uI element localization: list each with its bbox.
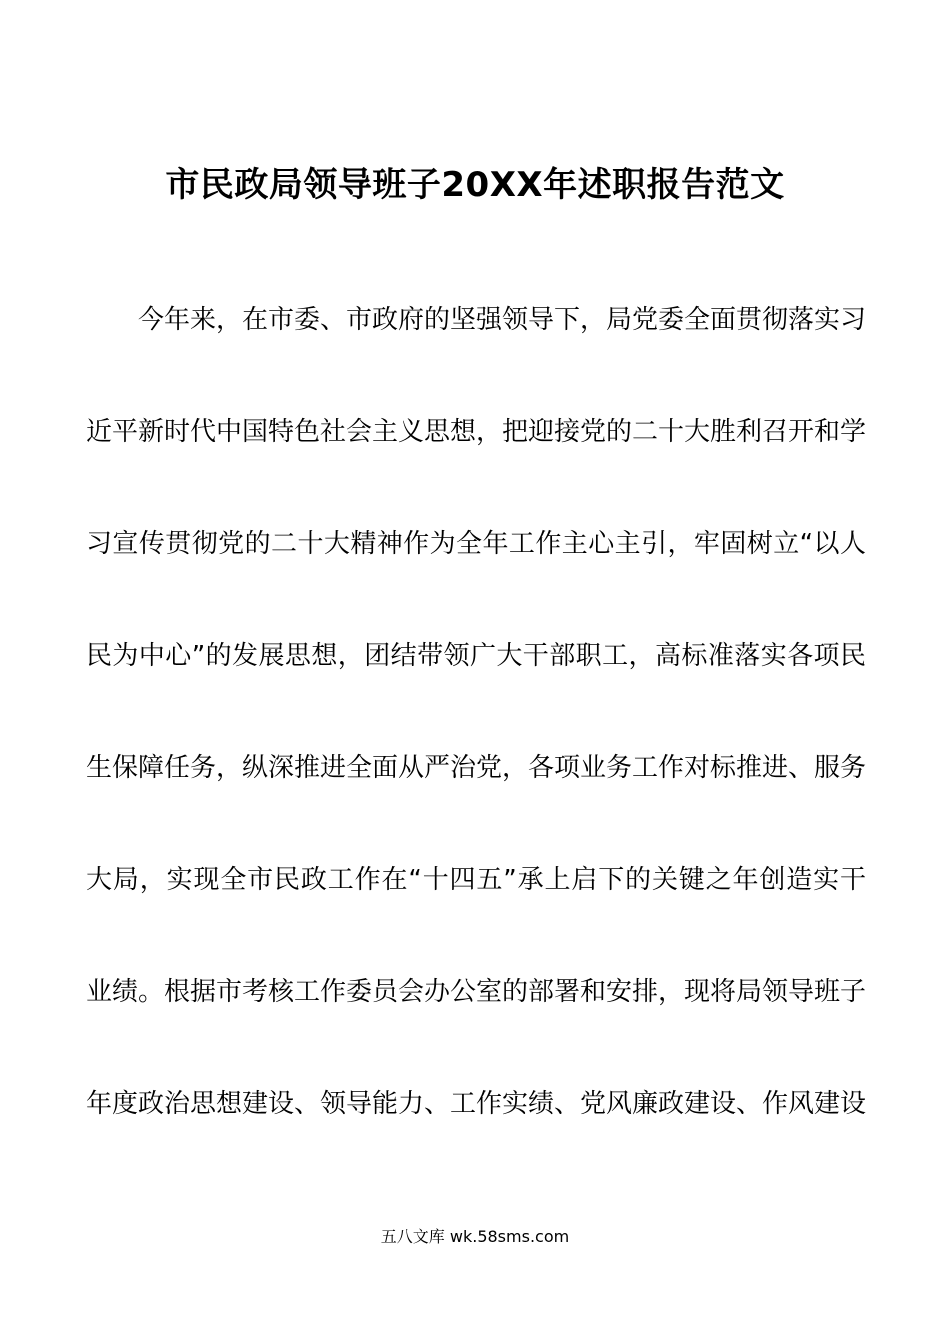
paragraph-line: 近平新时代中国特色社会主义思想，把迎接党的二十大胜利召开和学 bbox=[86, 417, 867, 447]
paragraph-line: 习宣传贯彻党的二十大精神作为全年工作主心主引，牢固树立“以人 bbox=[86, 529, 866, 559]
paragraph-line: 民为中心”的发展思想，团结带领广大干部职工，高标准落实各项民 bbox=[86, 641, 866, 671]
paragraph-line: 年度政治思想建设、领导能力、工作实绩、党风廉政建设、作风建设 bbox=[86, 1089, 867, 1119]
paragraph-line: 业绩。根据市考核工作委员会办公室的部署和安排，现将局领导班子 bbox=[86, 977, 867, 1007]
paragraph-line: 生保障任务，纵深推进全面从严治党，各项业务工作对标推进、服务 bbox=[86, 753, 867, 783]
page-footer: 五八文库 wk.58sms.com bbox=[380, 1227, 570, 1246]
paragraph-line: 大局，实现全市民政工作在“十四五”承上启下的关键之年创造实干 bbox=[86, 865, 866, 895]
document-title: 市民政局领导班子20XX年述职报告范文 bbox=[165, 165, 785, 205]
paragraph-line: 今年来，在市委、市政府的坚强领导下，局党委全面贯彻落实习 bbox=[138, 305, 867, 335]
body-paragraph bbox=[86, 290, 866, 1186]
